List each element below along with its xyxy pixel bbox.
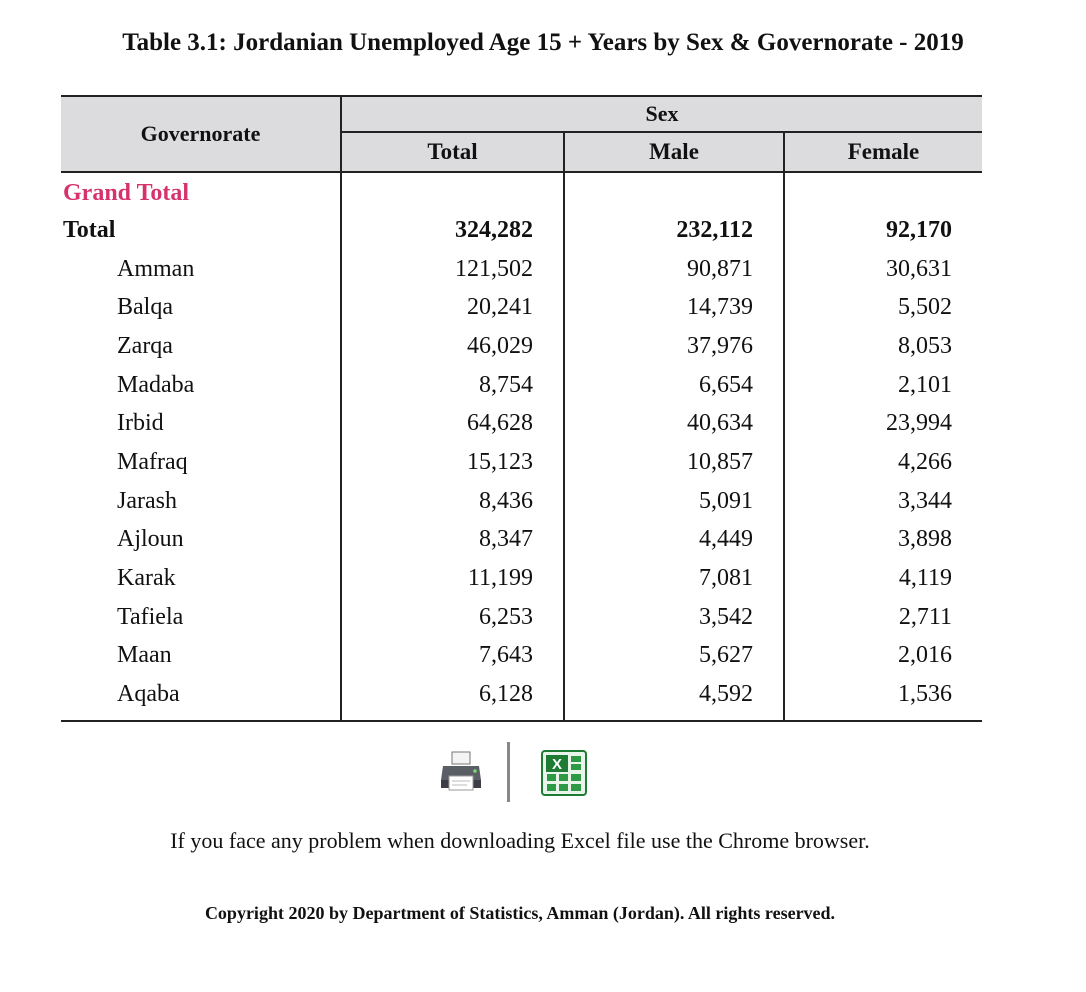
total-row [61,211,982,250]
table-row [61,443,982,482]
female-cell: 2,711 [898,603,953,630]
export-toolbar [0,742,1086,804]
male-cell: 14,739 [564,288,784,327]
governorate-name: Amman [61,250,341,289]
male-header: Male [564,132,784,172]
governorate-name: Jarash [61,482,341,521]
total-cell: 8,436 [479,487,533,514]
male-cell: 40,634 [564,404,784,443]
copyright-notice: Copyright 2020 by Department of Statistics, Amman (Jordan). All rights reserved. [204,903,836,923]
female-cell: 23,994 [886,410,953,437]
male-cell: 232,112 [564,211,784,250]
table-row [61,559,982,598]
female-cell: 2,101 [898,371,953,398]
total-cell: 6,253 [479,603,533,630]
female-cell: 2,016 [898,642,953,669]
total-cell: 15,123 [467,448,533,475]
table-row [61,482,982,521]
male-cell: 6,654 [564,366,784,405]
total-cell: 324,282 [455,216,533,243]
grand-total-label: Grand Total [61,172,341,211]
female-cell: 30,631 [886,255,953,282]
total-cell: 11,199 [467,565,533,592]
table-row [61,598,982,637]
table-row [61,675,982,721]
female-cell: 8,053 [898,332,953,359]
male-cell: 90,871 [564,250,784,289]
total-cell: 8,347 [479,526,533,553]
female-header: Female [784,132,982,172]
governorate-name: Ajloun [61,521,341,560]
male-cell: 7,081 [564,559,784,598]
governorate-name: Mafraq [61,443,341,482]
table-row [61,637,982,676]
governorate-name: Maan [61,637,341,676]
governorate-name: Karak [61,559,341,598]
governorate-name: Total [61,211,341,250]
total-header: Total [341,132,564,172]
total-cell: 6,128 [341,675,564,721]
sex-header: Sex [341,96,982,132]
grand-total-row [61,172,982,211]
female-cell: 3,898 [898,526,953,553]
table-row [61,250,982,289]
male-cell: 4,449 [564,521,784,560]
total-cell: 8,754 [479,371,533,398]
male-cell: 3,542 [564,598,784,637]
page-title: Table 3.1: Jordanian Unemployed Age 15 + Years by Sex & Governorate - 2019 [122,29,964,56]
toolbar-divider [507,742,510,802]
governorate-name: Balqa [61,288,341,327]
male-cell: 10,857 [564,443,784,482]
female-cell: 3,344 [898,487,953,514]
governorate-name: Tafiela [61,598,341,637]
female-cell: 4,119 [898,565,953,592]
total-cell: 20,241 [467,294,533,321]
table-row [61,521,982,560]
printer-icon[interactable] [439,750,483,794]
table-row [61,288,982,327]
excel-icon[interactable] [541,750,587,796]
governorate-header: Governorate [61,96,341,172]
female-cell: 4,266 [898,448,953,475]
total-cell: 7,643 [479,642,533,669]
table-row [61,366,982,405]
table-row [61,404,982,443]
download-notice: If you face any problem when downloading Excel file use the Chrome browser. [170,828,870,853]
governorate-name: Aqaba [61,675,341,721]
female-cell: 1,536 [784,675,982,721]
governorate-name: Irbid [61,404,341,443]
governorate-name: Madaba [61,366,341,405]
female-cell: 5,502 [898,294,953,321]
table-row [61,327,982,366]
governorate-name: Zarqa [61,327,341,366]
unemployment-table [61,95,982,722]
total-cell: 121,502 [455,255,533,282]
total-cell: 46,029 [467,332,533,359]
male-cell: 5,091 [564,482,784,521]
female-cell: 92,170 [886,216,953,243]
excel-letter: X [551,756,563,773]
male-cell: 4,592 [564,675,784,721]
male-cell: 5,627 [564,637,784,676]
total-cell: 64,628 [467,410,533,437]
male-cell: 37,976 [564,327,784,366]
